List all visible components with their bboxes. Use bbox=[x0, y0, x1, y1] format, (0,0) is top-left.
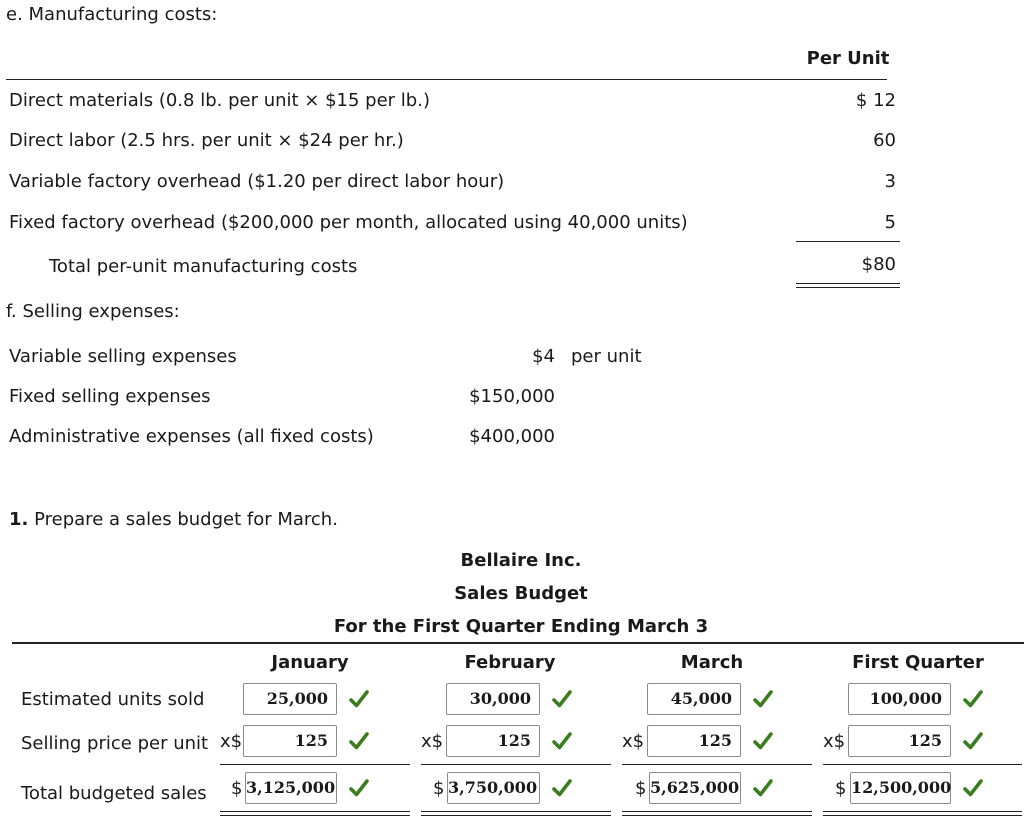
first-quarter-price-prefix: x$ bbox=[823, 731, 846, 752]
col-first-quarter: First Quarter bbox=[852, 652, 984, 673]
january-units-input[interactable]: 25,000 bbox=[243, 683, 337, 715]
february-total-input[interactable]: 3,750,000 bbox=[447, 772, 540, 804]
january-total-check-icon bbox=[348, 777, 370, 799]
first-quarter-total-check-icon bbox=[962, 777, 984, 799]
total-double-rule bbox=[796, 283, 900, 288]
first-quarter-sum-rule bbox=[823, 764, 1022, 765]
budget-title: Sales Budget bbox=[454, 583, 588, 604]
january-total-input[interactable]: 3,125,000 bbox=[245, 772, 337, 804]
total-manufacturing-label: Total per-unit manufacturing costs bbox=[49, 256, 358, 277]
budget-header-rule bbox=[12, 642, 1024, 644]
section-f-heading: f. Selling expenses: bbox=[6, 301, 180, 322]
first-quarter-total-prefix: $ bbox=[835, 778, 847, 799]
march-price-prefix: x$ bbox=[622, 731, 645, 752]
first-quarter-total-double-rule bbox=[823, 811, 1022, 816]
col-february: February bbox=[464, 652, 556, 673]
january-price-check-icon bbox=[348, 730, 370, 752]
first-quarter-price-input[interactable]: 125 bbox=[848, 725, 951, 757]
february-total-double-rule bbox=[421, 811, 611, 816]
february-units-check-icon bbox=[551, 688, 573, 710]
january-sum-rule bbox=[220, 764, 410, 765]
march-total-input[interactable]: 5,625,000 bbox=[649, 772, 741, 804]
march-units-check-icon bbox=[752, 688, 774, 710]
february-sum-rule bbox=[421, 764, 611, 765]
question-text: Prepare a sales budget for March. bbox=[34, 509, 338, 530]
march-total-prefix: $ bbox=[635, 778, 647, 799]
february-price-prefix: x$ bbox=[421, 731, 444, 752]
fixed-selling-label: Fixed selling expenses bbox=[9, 386, 211, 407]
february-total-check-icon bbox=[551, 777, 573, 799]
january-total-double-rule bbox=[220, 811, 410, 816]
row-direct-materials-value: $ 12 bbox=[855, 90, 896, 111]
subtotal-rule bbox=[796, 241, 900, 242]
march-units-input[interactable]: 45,000 bbox=[647, 683, 741, 715]
fixed-selling-value: $150,000 bbox=[469, 386, 555, 407]
january-price-prefix: x$ bbox=[220, 731, 243, 752]
row-total-label: Total budgeted sales bbox=[21, 783, 207, 804]
col-january: January bbox=[271, 652, 349, 673]
row-direct-labor-value: 60 bbox=[873, 130, 896, 151]
first-quarter-price-check-icon bbox=[962, 730, 984, 752]
march-sum-rule bbox=[622, 764, 812, 765]
header-rule bbox=[6, 79, 887, 80]
march-price-check-icon bbox=[752, 730, 774, 752]
row-variable-overhead-label: Variable factory overhead ($1.20 per direct labor hour) bbox=[9, 171, 505, 192]
budget-period: For the First Quarter Ending March 3 bbox=[333, 616, 709, 637]
question-number: 1. bbox=[9, 509, 29, 530]
company-name: Bellaire Inc. bbox=[460, 550, 582, 571]
february-price-input[interactable]: 125 bbox=[446, 725, 540, 757]
row-direct-materials-label: Direct materials (0.8 lb. per unit × $15 per lb.) bbox=[9, 90, 430, 111]
administrative-value: $400,000 bbox=[469, 426, 555, 447]
row-fixed-overhead-value: 5 bbox=[884, 212, 896, 233]
row-direct-labor-label: Direct labor (2.5 hrs. per unit × $24 per hr.) bbox=[9, 130, 404, 151]
january-total-prefix: $ bbox=[231, 778, 243, 799]
first-quarter-total-input[interactable]: 12,500,000 bbox=[850, 772, 951, 804]
row-price-label: Selling price per unit bbox=[21, 733, 209, 754]
january-price-input[interactable]: 125 bbox=[243, 725, 337, 757]
march-total-double-rule bbox=[622, 811, 812, 816]
per-unit-header: Per Unit bbox=[806, 48, 890, 69]
first-quarter-units-check-icon bbox=[962, 688, 984, 710]
variable-selling-label: Variable selling expenses bbox=[9, 346, 237, 367]
february-price-check-icon bbox=[551, 730, 573, 752]
march-total-check-icon bbox=[752, 777, 774, 799]
row-variable-overhead-value: 3 bbox=[884, 171, 896, 192]
february-total-prefix: $ bbox=[433, 778, 445, 799]
section-e-heading: e. Manufacturing costs: bbox=[6, 4, 218, 25]
march-price-input[interactable]: 125 bbox=[647, 725, 741, 757]
col-march: March bbox=[680, 652, 744, 673]
variable-selling-suffix: per unit bbox=[571, 346, 642, 367]
question-1 bbox=[9, 509, 338, 530]
row-fixed-overhead-label: Fixed factory overhead ($200,000 per month, allocated using 40,000 units) bbox=[9, 212, 688, 233]
row-units-label: Estimated units sold bbox=[21, 689, 205, 710]
first-quarter-units-input[interactable]: 100,000 bbox=[848, 683, 951, 715]
january-units-check-icon bbox=[348, 688, 370, 710]
total-manufacturing-value: $80 bbox=[861, 254, 896, 275]
february-units-input[interactable]: 30,000 bbox=[446, 683, 540, 715]
administrative-label: Administrative expenses (all fixed costs) bbox=[9, 426, 374, 447]
variable-selling-value: $4 bbox=[532, 346, 555, 367]
